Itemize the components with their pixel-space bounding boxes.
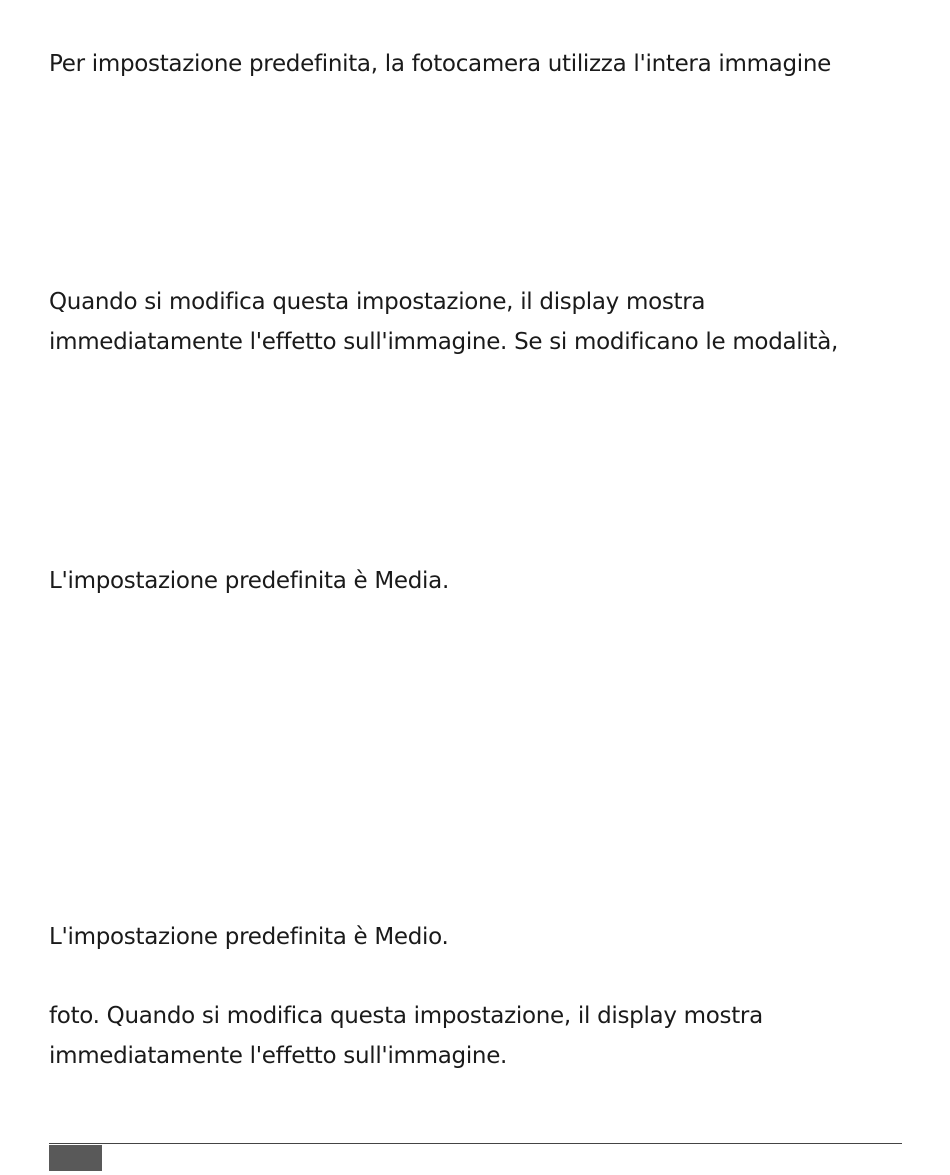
paragraph-default-camera-image — [49, 44, 831, 84]
paragraph-default-media — [49, 561, 449, 601]
footer-divider — [49, 1143, 902, 1144]
text-line: foto. Quando si modifica questa impostazione, il display mostra — [49, 1003, 763, 1029]
text-line: immediatamente l'effetto sull'immagine. Se si modificano le modalità, — [49, 329, 839, 355]
text-line: L'impostazione predefinita è Media. — [49, 568, 449, 594]
paragraph-photo-setting-effect — [49, 996, 763, 1076]
page-number-tab — [49, 1145, 102, 1171]
text-line: Per impostazione predefinita, la fotocamera utilizza l'intera immagine — [49, 51, 831, 77]
paragraph-default-medio — [49, 917, 449, 957]
text-line: Quando si modifica questa impostazione, il display mostra — [49, 289, 706, 315]
text-line: immediatamente l'effetto sull'immagine. — [49, 1043, 508, 1069]
paragraph-setting-change-effect — [49, 282, 838, 362]
text-line: L'impostazione predefinita è Medio. — [49, 924, 449, 950]
